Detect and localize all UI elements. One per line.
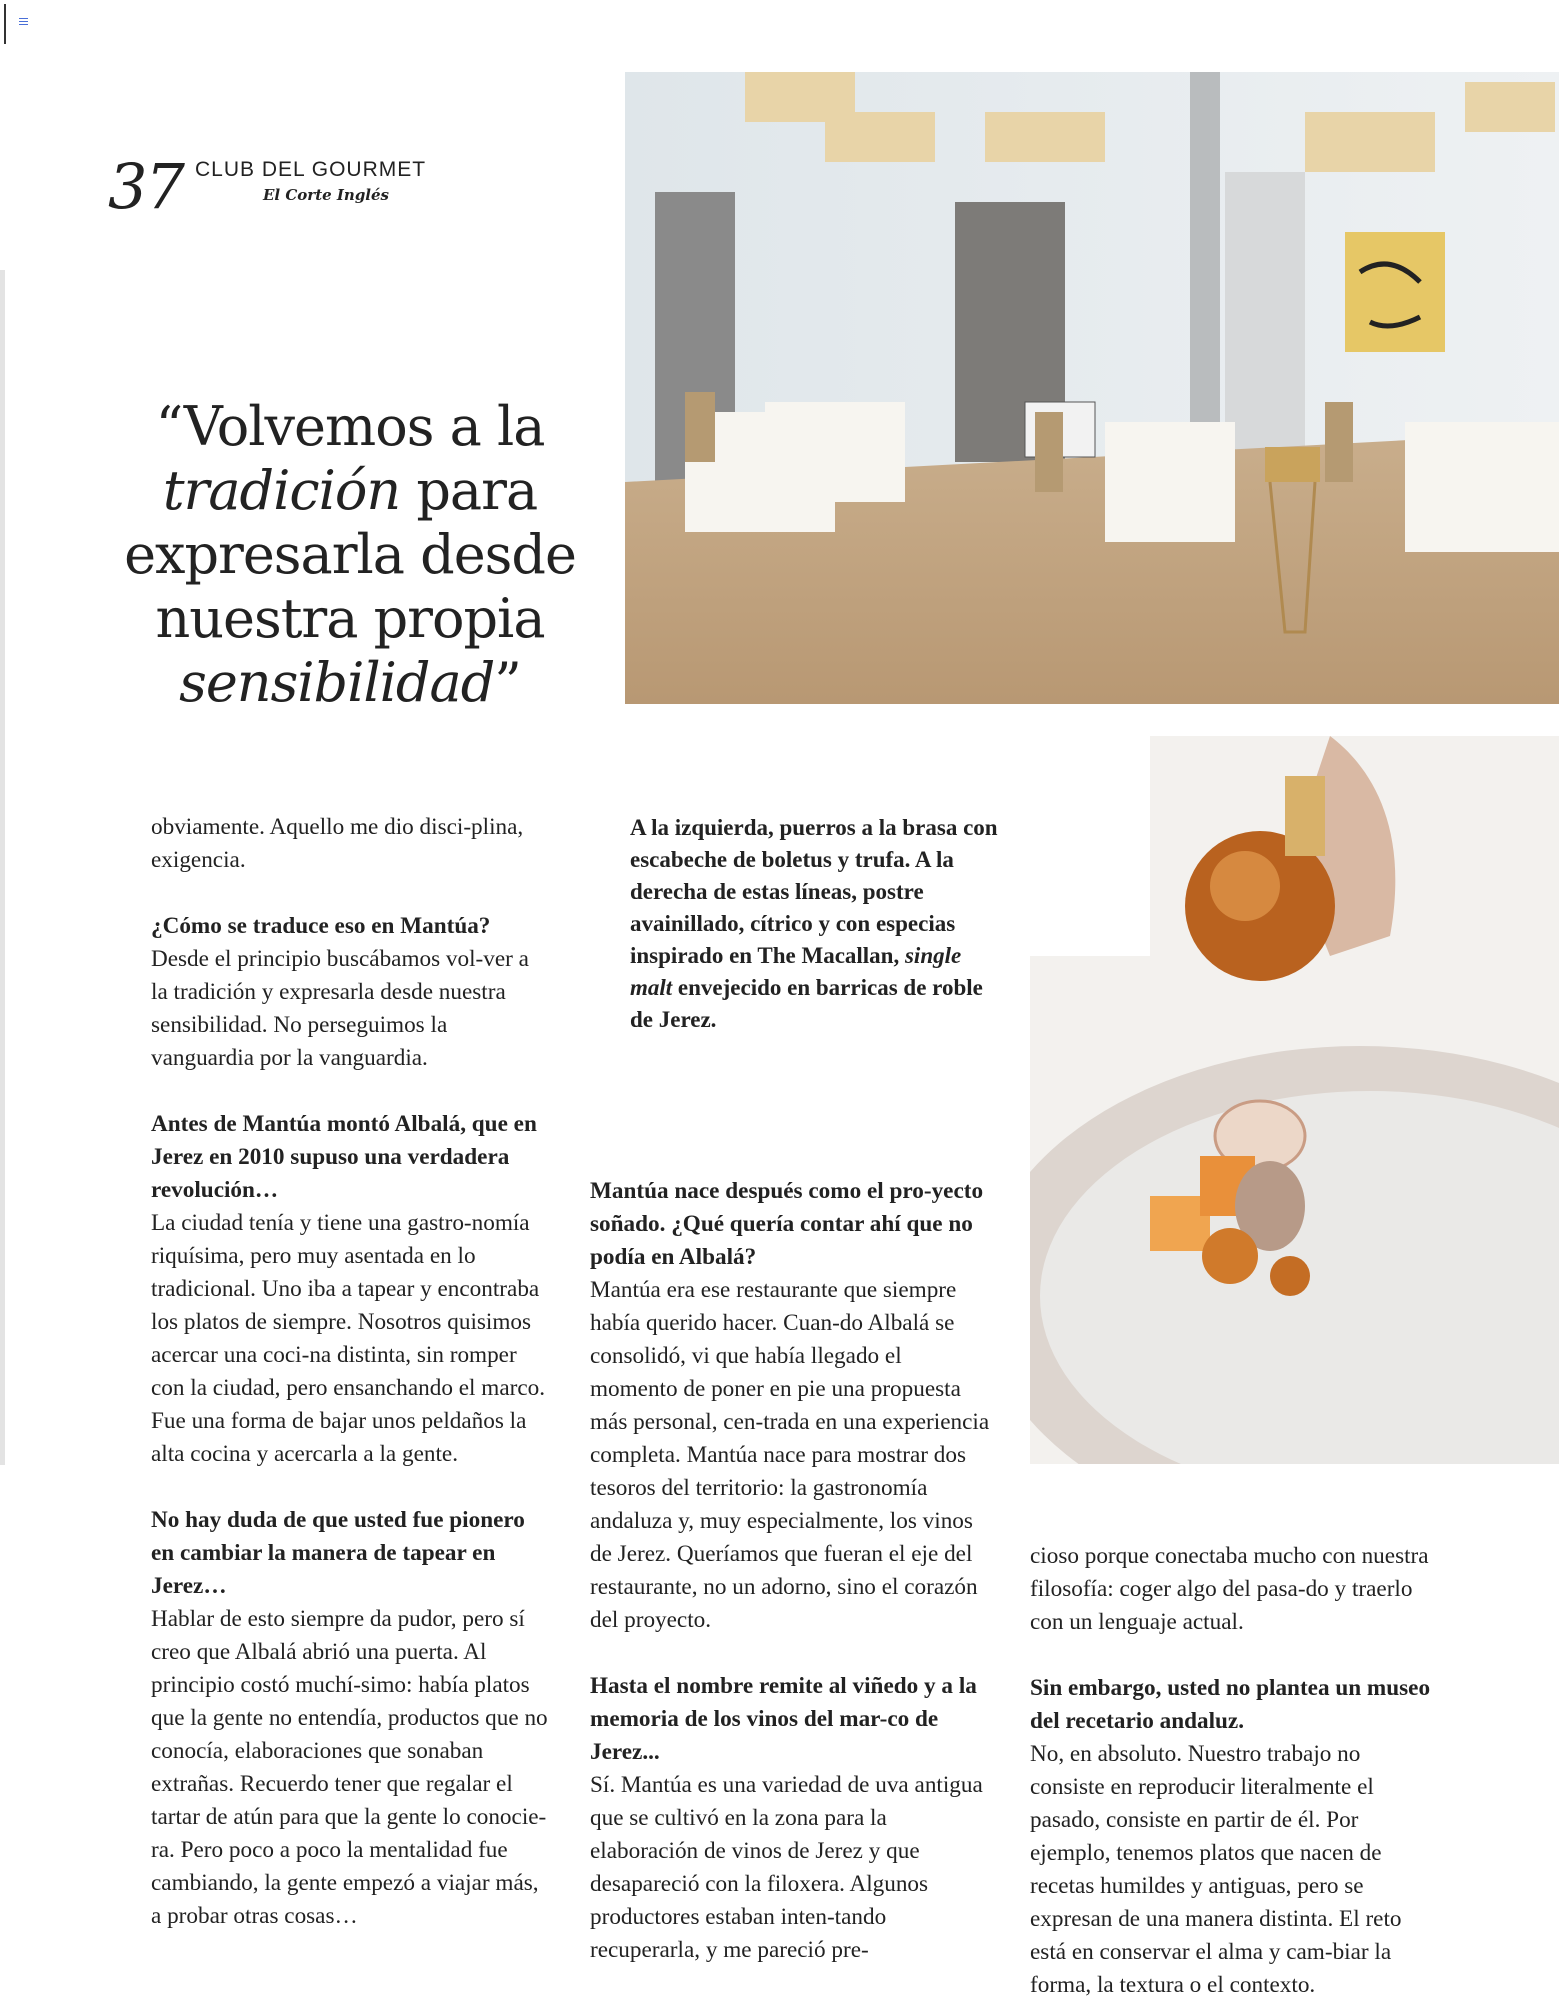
interview-answer: Desde el principio buscábamos vol-ver a la tradición y expresarla desde nuestra sensibilidad. No perseguimos la vanguardia por la vanguardia. [151,946,529,1071]
dessert-illustration [1030,736,1559,1464]
interview-question: Hasta el nombre remite al viñedo y a la memoria de los vinos del mar-co de Jerez... [590,1673,977,1765]
paragraph: cioso porque conectaba mucho con nuestra filosofía: coger algo del pasa-do y traerlo con un lenguaje actual. [1030,1543,1429,1635]
paragraph: obviamente. Aquello me dio disci-plina, exigencia. [151,814,524,873]
interview-question: Antes de Mantúa montó Albalá, que en Jerez en 2010 supuso una verdadera revolución… [151,1111,537,1203]
quote-line-1: “Volvemos a la [155,395,545,458]
article-column-2 [590,1175,990,1967]
quote-line-2: para [400,459,538,522]
quote-line-3: expresarla desde [124,523,576,586]
section-title: CLUB DEL GOURMET [195,158,427,181]
interview-answer: La ciudad tenía y tiene una gastro-nomía riquísima, pero muy asentada en lo tradicional. Uno iba a tapear y encontraba los platos de siempre. Nosotros quisimos acercar una coci-na distinta, sin romper con la ciudad, pero ensanchando el marco. Fue una forma de bajar unos peldaños la alta cocina y acercarla a la gente. [151,1210,546,1467]
page-edge-shadow [0,270,5,1465]
article-column-1 [151,811,551,1933]
pull-quote [120,395,580,715]
photo-caption: A la izquierda, puerros a la brasa con escabeche de boletus y trufa. A la derecha de estas líneas, postre avainillado, cítrico y con especias inspirado en The Macallan, single malt envejecido en barricas de roble de Jerez. [630,815,998,1032]
interview-answer: Mantúa era ese restaurante que siempre había querido hacer. Cuan-do Albalá se consolidó, vi que había llegado el momento de poner en pie una propuesta más personal, cen-trada en una experiencia completa. Mantúa nace para mostrar dos tesoros del territorio: la gastronomía andaluza y, muy especialmente, los vinos de Jerez. Queríamos que fueran el eje del restaurante, no un adorno, sino el corazón del proyecto. [590,1277,990,1633]
quote-emphasis-sensibilidad: sensibilidad [179,651,495,714]
interview-answer: Sí. Mantúa es una variedad de uva antigua que se cultivó en la zona para la elaboración de vinos de Jerez y que desapareció con la filoxera. Algunos productores estaban inten-tando recuperarla, y me pareció pre- [590,1772,983,1963]
interview-question: No hay duda de que usted fue pionero en cambiar la manera de tapear en Jerez… [151,1507,525,1599]
quote-emphasis-tradicion: tradición [162,459,401,522]
dessert-plate-photo [1030,736,1559,1464]
article-column-3 [1030,1540,1440,2002]
caption-italic: single malt [630,943,962,1000]
quote-close: ” [494,651,521,714]
restaurant-dining-room-photo [625,72,1559,704]
quote-line-4: nuestra propia [155,587,545,650]
menu-icon[interactable] [19,18,28,26]
interview-question: Mantúa nace después como el pro-yecto soñado. ¿Qué quería contar ahí que no podía en Albalá? [590,1178,984,1270]
interview-question: ¿Cómo se traduce eso en Mantúa? [151,913,491,939]
brand-logo: El Corte Inglés [263,186,389,204]
viewer-edge-line [4,4,6,44]
dining-room-illustration [625,72,1559,704]
page-number: 37 [108,150,183,223]
interview-question: Sin embargo, usted no plantea un museo del recetario andaluz. [1030,1675,1431,1734]
interview-answer: No, en absoluto. Nuestro trabajo no consiste en reproducir literalmente el pasado, consiste en partir de él. Por ejemplo, tenemos platos que nacen de recetas humildes y antiguas, pero se expresan de una manera distinta. El reto está en conservar el alma y cam-biar la forma, la textura o el contexto. [1030,1741,1402,1998]
interview-answer: Hablar de esto siempre da pudor, pero sí creo que Albalá abrió una puerta. Al principio costó muchí-simo: había platos que la gente no entendía, productos que no conocía, elaboraciones que sonaban extrañas. Recuerdo tener que regalar el tartar de atún para que la gente lo conocie-ra. Pero poco a poco la mentalidad fue cambiando, la gente empezó a viajar más, a probar otras cosas… [151,1606,548,1929]
